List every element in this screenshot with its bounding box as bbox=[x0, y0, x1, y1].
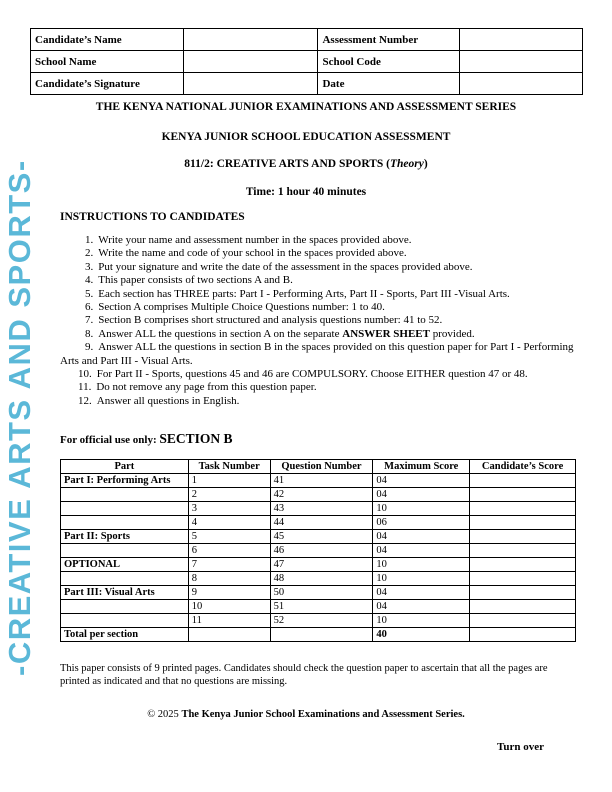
instruction-item bbox=[60, 274, 578, 287]
copyright-year: © 2025 bbox=[147, 709, 182, 720]
instruction-item bbox=[60, 341, 578, 368]
section-b-label: SECTION B bbox=[159, 431, 233, 446]
candidate-score-cell bbox=[470, 544, 576, 558]
school-name-field bbox=[183, 51, 318, 73]
instruction-text: For Part II - Sports, questions 45 and 46 are COMPULSORY. Choose EITHER question 47 or 48. bbox=[96, 368, 528, 381]
task-number-cell: 6 bbox=[188, 544, 270, 558]
instruction-text: Do not remove any page from this question paper. bbox=[96, 381, 317, 394]
score-table-row bbox=[61, 600, 576, 614]
copyright-text: The Kenya Junior School Examinations and Assessment Series. bbox=[181, 709, 465, 720]
question-number-column-header: Question Number bbox=[270, 460, 373, 474]
question-number-cell: 45 bbox=[270, 530, 373, 544]
instruction-number: 12. bbox=[78, 394, 92, 407]
school-code-label: School Code bbox=[318, 51, 460, 73]
candidate-score-cell bbox=[470, 600, 576, 614]
instruction-text: This paper consists of two sections A and B. bbox=[98, 274, 293, 287]
score-table-row bbox=[61, 586, 576, 600]
score-table-row bbox=[61, 558, 576, 572]
paper-title bbox=[0, 158, 612, 170]
candidate-score-cell bbox=[470, 614, 576, 628]
question-number-cell: 41 bbox=[270, 474, 373, 488]
score-table-row bbox=[61, 488, 576, 502]
instruction-text: Answer all questions in English. bbox=[96, 394, 240, 407]
instruction-text: Section B comprises short structured and analysis questions number: 41 to 52. bbox=[98, 314, 443, 327]
instruction-item bbox=[60, 314, 578, 327]
school-name-label: School Name bbox=[31, 51, 184, 73]
maximum-score-cell: 10 bbox=[373, 502, 470, 516]
date-field bbox=[460, 73, 583, 95]
task-number-cell: 4 bbox=[188, 516, 270, 530]
candidate-score-cell bbox=[470, 516, 576, 530]
instruction-number: 1. bbox=[85, 234, 94, 246]
candidate-score-cell bbox=[470, 558, 576, 572]
part-cell bbox=[61, 516, 189, 530]
task-number-cell: 7 bbox=[188, 558, 270, 572]
instruction-text: Answer ALL the questions in section B in the spaces provided on this question paper for Part I - Performing Arts and Part III - Visual Arts. bbox=[60, 341, 574, 367]
part-cell bbox=[61, 572, 189, 586]
candidate-name-field bbox=[183, 29, 318, 51]
question-number-cell: 43 bbox=[270, 502, 373, 516]
date-label: Date bbox=[318, 73, 460, 95]
task-number-cell: 5 bbox=[188, 530, 270, 544]
candidate-score-cell bbox=[470, 586, 576, 600]
part-cell: Part III: Visual Arts bbox=[61, 586, 189, 600]
official-use-label: For official use only: bbox=[60, 434, 160, 446]
question-number-cell: 51 bbox=[270, 600, 373, 614]
part-cell: Total per section bbox=[61, 628, 189, 642]
assessment-number-field bbox=[460, 29, 583, 51]
score-table-row bbox=[61, 572, 576, 586]
instruction-number: 2. bbox=[85, 247, 94, 260]
maximum-score-cell: 04 bbox=[373, 544, 470, 558]
maximum-score-cell: 04 bbox=[373, 600, 470, 614]
part-cell bbox=[61, 544, 189, 558]
maximum-score-cell: 10 bbox=[373, 558, 470, 572]
candidate-score-cell bbox=[470, 474, 576, 488]
maximum-score-cell: 04 bbox=[373, 488, 470, 502]
turn-over-label: Turn over bbox=[497, 741, 544, 753]
assessment-title: KENYA JUNIOR SCHOOL EDUCATION ASSESSMENT bbox=[161, 131, 451, 143]
paper-title-theory: Theory bbox=[390, 158, 424, 170]
instruction-text: Answer ALL the questions in section A on the separate bbox=[98, 327, 343, 340]
task-number-cell: 8 bbox=[188, 572, 270, 586]
score-table-header-row bbox=[61, 460, 576, 474]
school-code-field bbox=[460, 51, 583, 73]
maximum-score-cell: 04 bbox=[373, 530, 470, 544]
score-table-row bbox=[61, 614, 576, 628]
instruction-item bbox=[60, 368, 578, 381]
instructions-list bbox=[60, 234, 578, 408]
side-watermark-text: -CREATIVE ARTS AND SPORTS- bbox=[2, 159, 37, 676]
instruction-number: 9. bbox=[85, 341, 94, 354]
instruction-item bbox=[60, 395, 578, 408]
candidate-score-cell bbox=[470, 530, 576, 544]
task-number-cell: 3 bbox=[188, 502, 270, 516]
paper-title-suffix: ) bbox=[423, 158, 428, 170]
question-number-cell: 42 bbox=[270, 488, 373, 502]
paper-code: 811/2 bbox=[184, 158, 210, 170]
score-table-row bbox=[61, 516, 576, 530]
candidate-score-cell bbox=[470, 502, 576, 516]
question-number-cell: 46 bbox=[270, 544, 373, 558]
instruction-item bbox=[60, 328, 578, 341]
candidate-score-cell bbox=[470, 572, 576, 586]
candidate-score-column-header: Candidate’s Score bbox=[470, 460, 576, 474]
instruction-text: Write the name and code of your school in the spaces provided above. bbox=[98, 247, 407, 260]
instruction-text: ANSWER SHEET bbox=[342, 327, 430, 340]
score-table-row bbox=[61, 502, 576, 516]
table-row bbox=[31, 51, 583, 73]
candidate-score-cell bbox=[470, 628, 576, 642]
task-number-cell: 9 bbox=[188, 586, 270, 600]
instruction-text: Write your name and assessment number in the spaces provided above. bbox=[98, 234, 412, 246]
instruction-number: 3. bbox=[85, 260, 94, 273]
copyright-line bbox=[0, 709, 612, 720]
instruction-text: Section A comprises Multiple Choice Questions number: 1 to 40. bbox=[98, 301, 385, 314]
instruction-item bbox=[60, 381, 578, 394]
part-cell: Part I: Performing Arts bbox=[61, 474, 189, 488]
instruction-number: 11. bbox=[78, 381, 92, 394]
question-number-cell: 50 bbox=[270, 586, 373, 600]
part-cell: OPTIONAL bbox=[61, 558, 189, 572]
instruction-number: 8. bbox=[85, 327, 94, 340]
table-row bbox=[31, 73, 583, 95]
maximum-score-column-header: Maximum Score bbox=[373, 460, 470, 474]
part-cell bbox=[61, 502, 189, 516]
candidate-score-cell bbox=[470, 488, 576, 502]
candidate-signature-label: Candidate’s Signature bbox=[31, 73, 184, 95]
instructions-heading: INSTRUCTIONS TO CANDIDATES bbox=[60, 211, 245, 223]
maximum-score-cell: 04 bbox=[373, 474, 470, 488]
maximum-score-cell: 06 bbox=[373, 516, 470, 530]
question-number-cell: 48 bbox=[270, 572, 373, 586]
instruction-number: 5. bbox=[85, 287, 94, 300]
instruction-item bbox=[60, 234, 578, 247]
task-number-column-header: Task Number bbox=[188, 460, 270, 474]
part-cell: Part II: Sports bbox=[61, 530, 189, 544]
score-table-row bbox=[61, 628, 576, 642]
instructions-section bbox=[60, 211, 578, 408]
part-cell bbox=[61, 614, 189, 628]
official-use-line bbox=[60, 431, 233, 447]
instruction-item bbox=[60, 301, 578, 314]
maximum-score-cell: 40 bbox=[373, 628, 470, 642]
task-number-cell: 10 bbox=[188, 600, 270, 614]
page-count-note: This paper consists of 9 printed pages. Candidates should check the question paper to ascertain that all the pages are printed as indicated and that no questions are missing. bbox=[60, 663, 548, 687]
question-number-cell: 52 bbox=[270, 614, 373, 628]
instruction-number: 4. bbox=[85, 274, 94, 287]
section-b-score-table bbox=[60, 459, 576, 642]
instruction-number: 7. bbox=[85, 314, 94, 327]
assessment-number-label: Assessment Number bbox=[318, 29, 460, 51]
question-number-cell bbox=[270, 628, 373, 642]
series-title: THE KENYA NATIONAL JUNIOR EXAMINATIONS AND ASSESSMENT SERIES bbox=[95, 101, 517, 113]
score-table-row bbox=[61, 474, 576, 488]
instruction-text: provided. bbox=[429, 327, 475, 340]
score-table-row bbox=[61, 544, 576, 558]
instruction-item bbox=[60, 288, 578, 301]
time-allowed: Time: 1 hour 40 minutes bbox=[245, 186, 367, 198]
candidate-info-table bbox=[30, 28, 583, 95]
table-row bbox=[31, 29, 583, 51]
maximum-score-cell: 10 bbox=[373, 572, 470, 586]
instruction-number: 10. bbox=[78, 368, 92, 381]
question-number-cell: 44 bbox=[270, 516, 373, 530]
part-cell bbox=[61, 600, 189, 614]
score-table-row bbox=[61, 530, 576, 544]
task-number-cell bbox=[188, 628, 270, 642]
task-number-cell: 11 bbox=[188, 614, 270, 628]
instruction-text: Each section has THREE parts: Part I - Performing Arts, Part II - Sports, Part III -Visual Arts. bbox=[98, 287, 510, 300]
score-table-body bbox=[61, 474, 576, 642]
instruction-item bbox=[60, 261, 578, 274]
task-number-cell: 1 bbox=[188, 474, 270, 488]
part-cell bbox=[61, 488, 189, 502]
candidate-name-label: Candidate’s Name bbox=[31, 29, 184, 51]
part-column-header: Part bbox=[61, 460, 189, 474]
task-number-cell: 2 bbox=[188, 488, 270, 502]
candidate-signature-field bbox=[183, 73, 318, 95]
maximum-score-cell: 10 bbox=[373, 614, 470, 628]
paper-title-main: : CREATIVE ARTS AND SPORTS ( bbox=[209, 158, 390, 170]
instruction-number: 6. bbox=[85, 301, 94, 314]
instruction-text: Put your signature and write the date of the assessment in the spaces provided above. bbox=[98, 260, 473, 273]
maximum-score-cell: 04 bbox=[373, 586, 470, 600]
instruction-item bbox=[60, 247, 578, 260]
question-number-cell: 47 bbox=[270, 558, 373, 572]
